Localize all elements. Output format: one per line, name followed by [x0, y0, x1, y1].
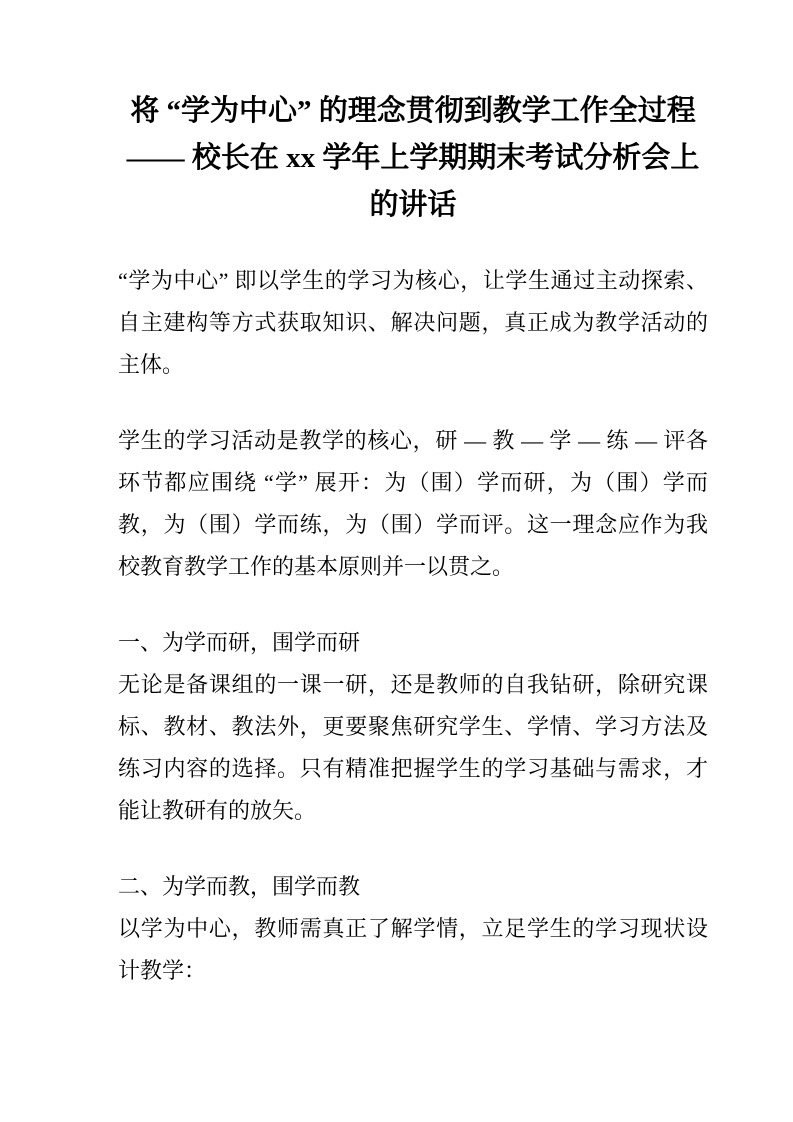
section-heading-2: 二、为学而教，围学而教: [118, 874, 361, 899]
paragraph-section-2: 以学为中心，教师需真正了解学情，立足学生的学习现状设计教学：: [118, 916, 708, 983]
paragraph-section-1: 无论是备课组的一课一研，还是教师的自我钻研，除研究课标、教材、教法外，更要聚焦研究学生、学情、学习方法及练习内容的选择。只有精准把握学生的学习基础与需求，才能让教研有的放矢。: [118, 672, 708, 823]
paragraph-core-concept: 学生的学习活动是教学的核心，研 — 教 — 学 — 练 — 评各环节都应围绕 “学” 展开：为（围）学而研，为（围）学而教，为（围）学而练，为（围）学而评。这一理念应作为我校教育教学工作的基本原则并一以贯之。: [118, 428, 708, 579]
section-heading-1: 一、为学而研，围学而研: [118, 630, 361, 655]
document-title: 将 “学为中心” 的理念贯彻到教学工作全过程 —— 校长在 xx 学年上学期期末考试分析会上的讲话: [126, 95, 700, 221]
paragraph-intro: “学为中心” 即以学生的学习为核心，让学生通过主动探索、自主建构等方式获取知识、解决问题，真正成为教学活动的主体。: [118, 268, 708, 377]
